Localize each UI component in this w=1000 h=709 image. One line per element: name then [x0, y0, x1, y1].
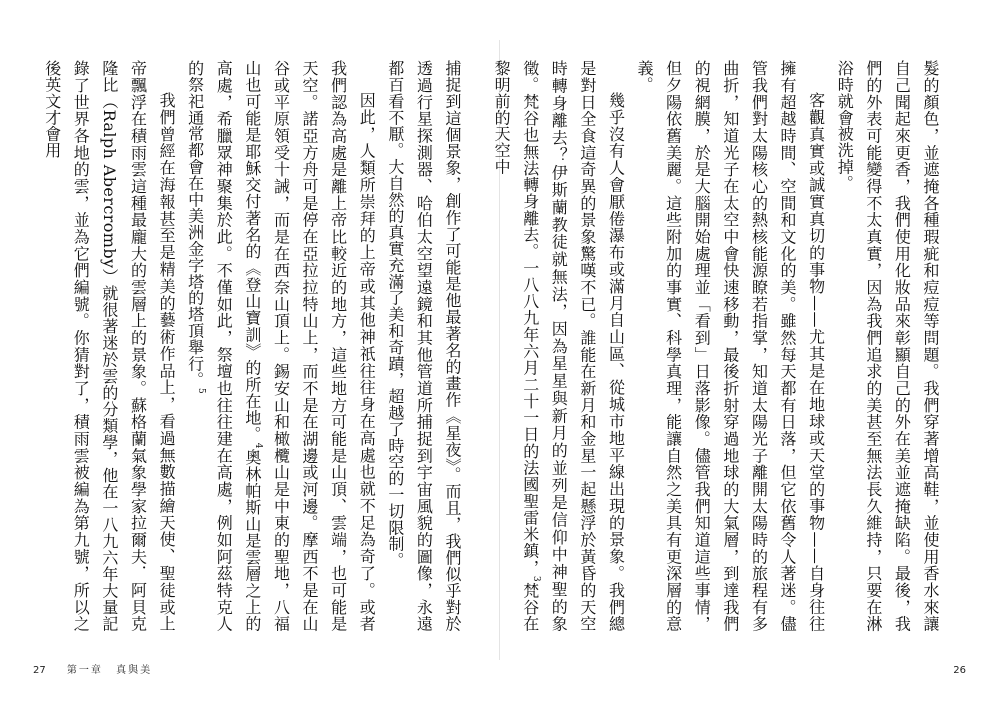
left-paragraph-1: 捕捉到這個景象，創作了可能是他最著名的畫作《星夜》。而且，我們似乎對於透過行星探測器、哈伯太空望遠鏡和其他管道所捕捉到宇宙風貌的圖像，永遠都百看不厭。大自然的真實充滿了美和奇蹟，超越了時空的一切限制。 [385, 60, 462, 632]
right-page-number: 26 [953, 665, 966, 676]
right-paragraph-1: 髮的顏色，並遮掩各種瑕疵和痘痘等問題。我們穿著增高鞋，並使用香水來讓自己聞起來更香，我們使用化妝品來彰顯自己的外在美並遮掩缺陷。最後，我們的外表可能變得不太真實，因為我們追求的美甚至無法長久維持，只要在淋浴時就會被洗掉。 [835, 60, 940, 632]
note-marker-3: 3 [531, 575, 542, 583]
right-paragraph-3 [487, 60, 630, 632]
right-page-footer [953, 665, 966, 677]
right-page-text-block [492, 60, 944, 632]
right-paragraph-2: 客觀真實或誠實真切的事物——尤其是在地球或天堂的事物——自身往往擁有超越時間、空間和文化的美。雖然每天都有日落，但它依舊令人著迷。儘管我們對太陽核心的熱核能源瞭若指掌，知道太陽光子離開太陽時的旅程有多曲折，知道光子在太空中會快速移動，最後折射穿過地球的大氣層，到達我們的視網膜，於是大腦開始處理並「看到」日落影像。儘管我們知道這些事情，但夕陽依舊美麗。這些附加的事實、科學真理，能讓自然之美具有更深層的意義。 [635, 60, 826, 632]
left-paragraph-2b-text: 奧林帕斯山是雲層之上的高處，希臘眾神聚集於此。不僅如此，祭壇也往往建在高處，例如阿茲特克人的祭祀通常都會在中美洲金字塔的塔頂舉行。 [185, 60, 262, 632]
note-marker-5: 5 [195, 388, 206, 395]
left-paragraph-2-text: 因此，人類所崇拜的上帝或其他神祇往往身在高處也就不足為奇了。或者我們認為高處是離上帝比較近的地方，這些地方可能是山頂、雲端，也可能是天空。諾亞方舟可是停在亞拉拉特山上，而不是在湖邊或河邊。摩西不是在山谷或平原領受十誡，而是在西奈山頂上。錫安山和橄欖山是中東的聖地，八福山也可能是耶穌交付著名的《登山寶訓》的所在地。 [242, 60, 377, 632]
left-page-text-block [42, 60, 466, 632]
right-page [492, 0, 1000, 709]
left-paragraph-3: 我們曾經在海報甚至是精美的藝術作品上，看過無數描繪天使、聖徒或上帝飄浮在積雨雲這種最龐大的雲層上的景象。蘇格蘭氣象學家拉爾夫．阿貝克隆比（Ralph Abercromby）就很著迷於雲的分類學，他在一八九六年大量記錄了世界各地的雲，並為它們編號。你猜對了，積雨雲被編為第九號，所以之後英文才會用 [42, 60, 177, 632]
left-paragraph-2 [180, 60, 380, 632]
left-page-footer [33, 665, 152, 677]
running-head-chapter: 第一章 [66, 665, 103, 676]
left-page-number: 27 [33, 665, 46, 676]
right-paragraph-3-text: 幾乎沒有人會厭倦瀑布或滿月自山區、從城市地平線出現的景象。我們總是對日全食這奇異的景象驚嘆不已。誰能在新月和金星一起懸浮於黃昏的天空時轉身離去？伊斯蘭教徒就無法，因為星星與新月的並列是信仰中神聖的象徵。梵谷也無法轉身離去。一八八九年六月二十一日的法國聖雷米鎮， [520, 60, 626, 632]
running-head-title: 真與美 [116, 665, 153, 676]
right-paragraph-3b-text: 梵谷在黎明前的天空中 [492, 60, 540, 632]
note-marker-4: 4 [253, 442, 264, 449]
